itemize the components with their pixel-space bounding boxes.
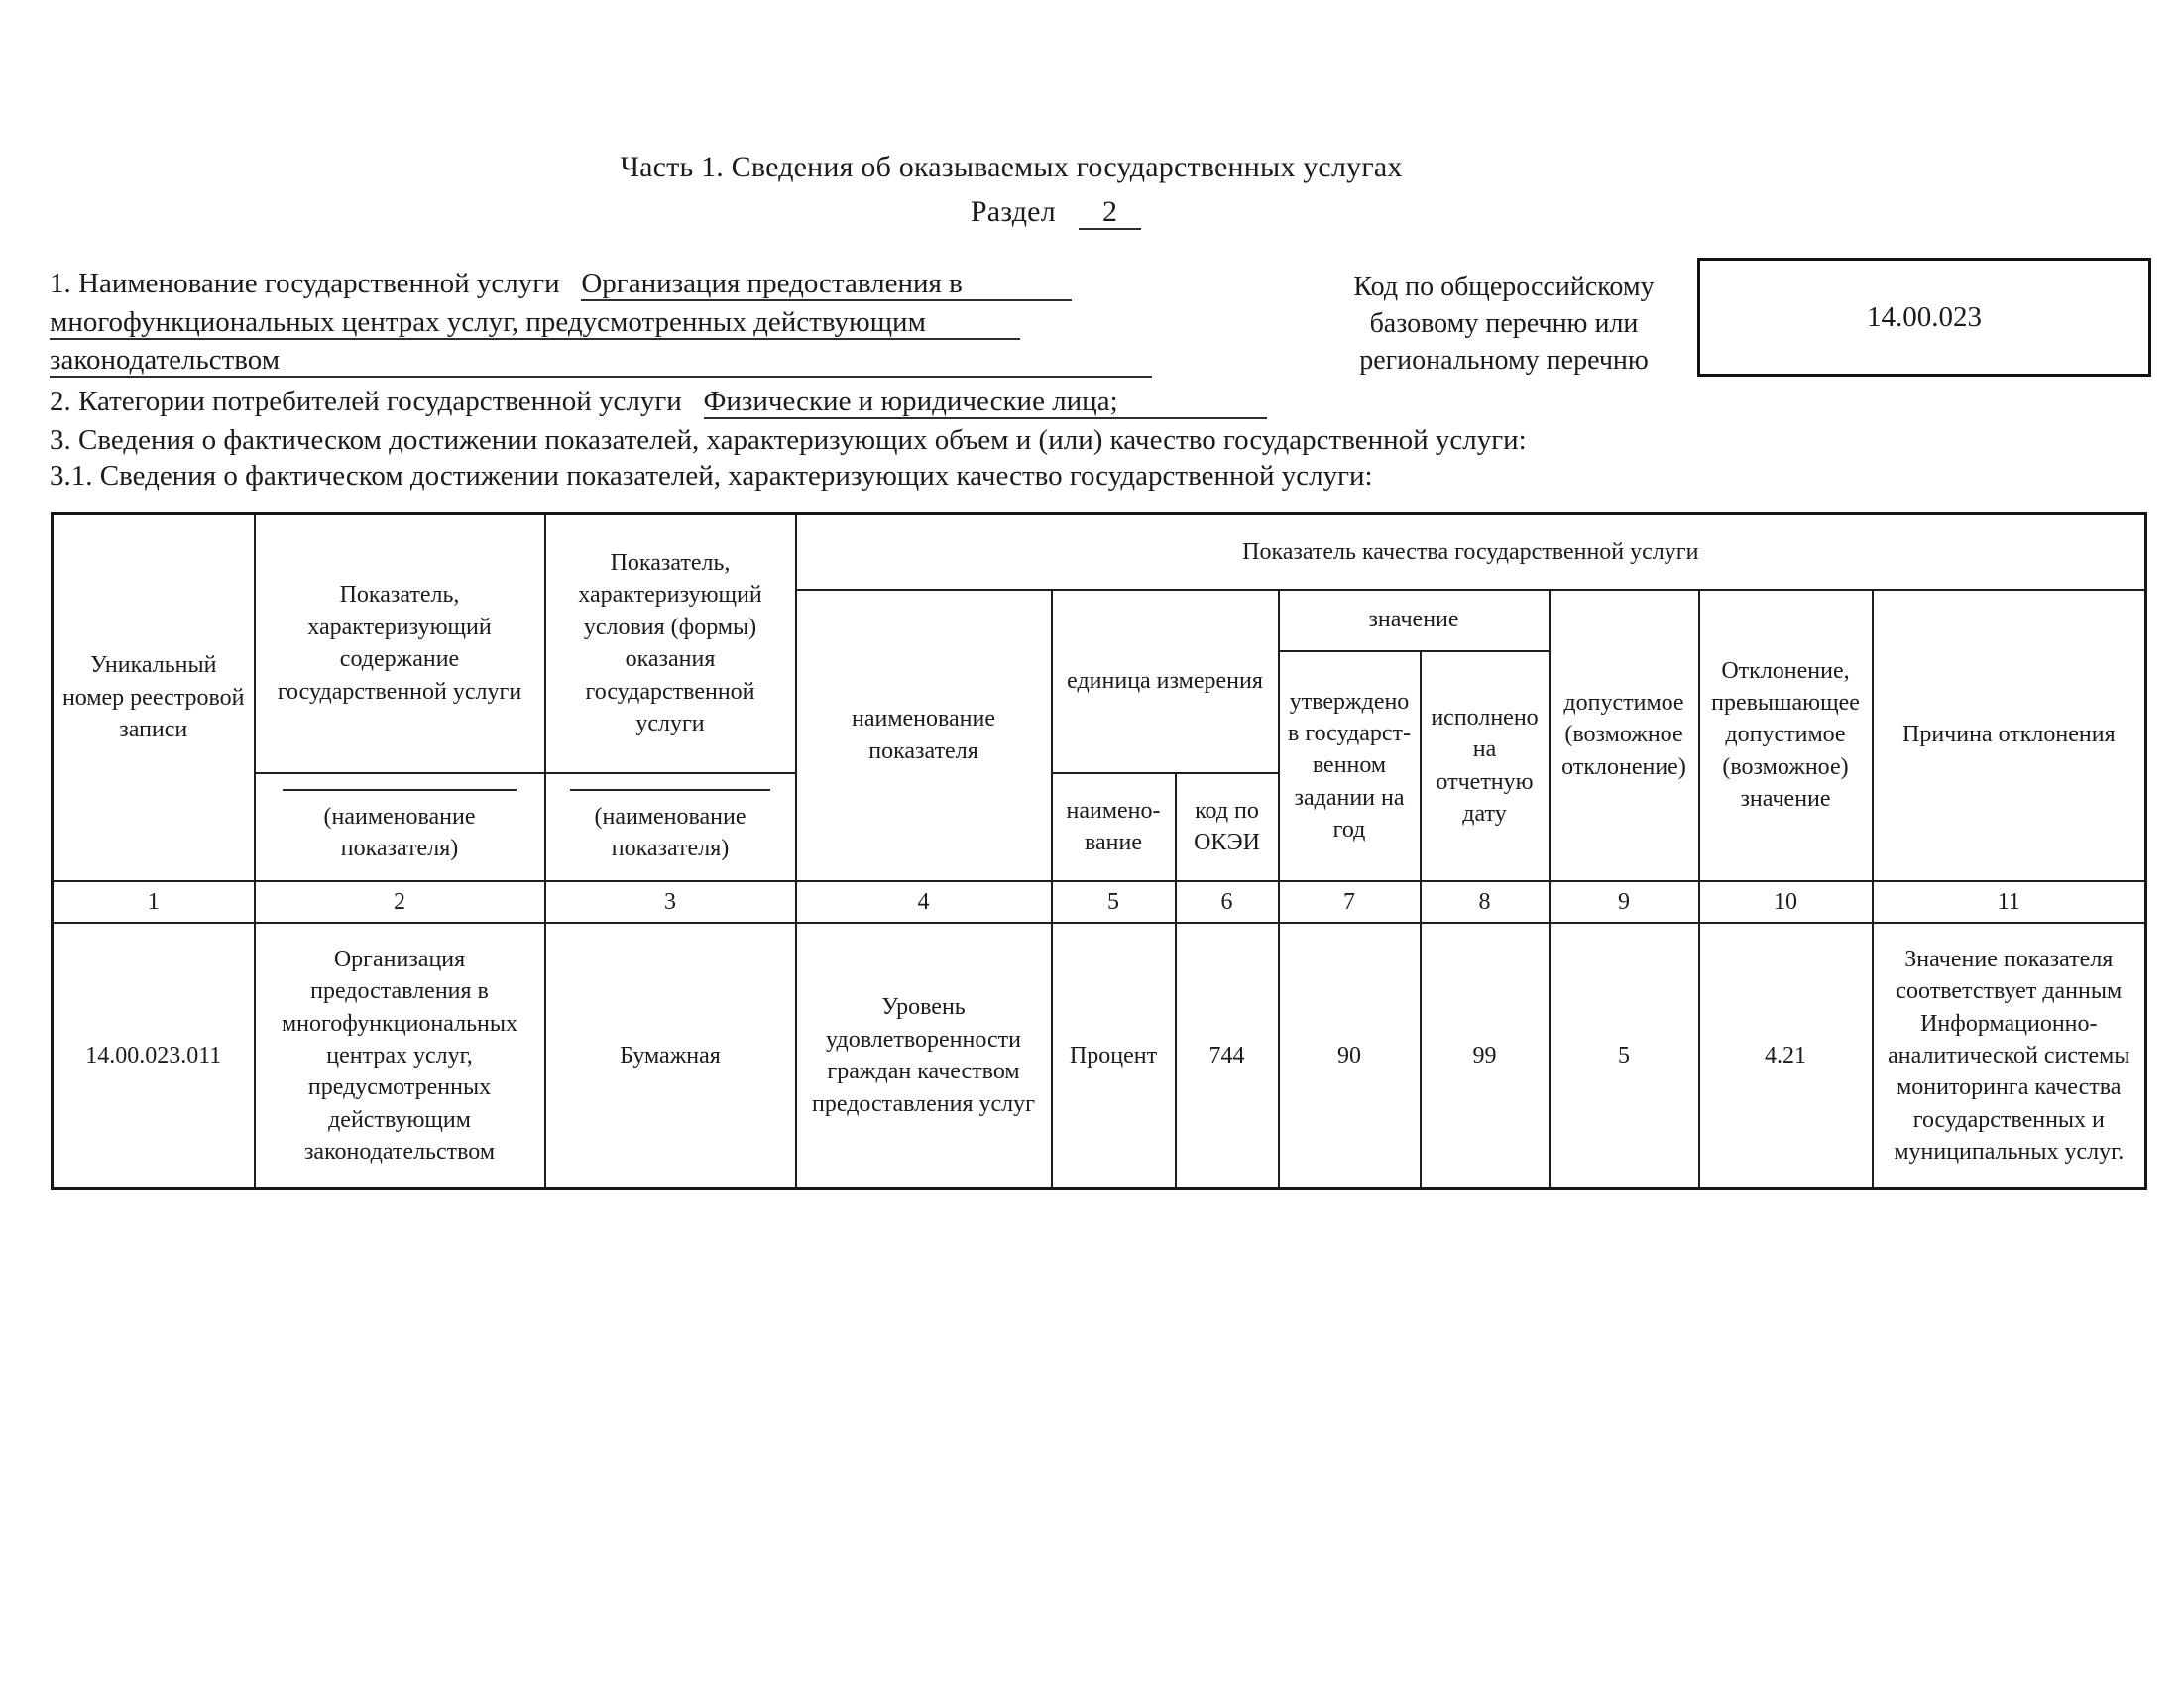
header-content-indicator: Показатель, характеризующий содержание государственной услуги (255, 514, 545, 773)
consumers-line (50, 386, 1267, 418)
header-quality-span: Показатель качества государственной услуги (796, 514, 2146, 590)
header-unit-name: наименование (1052, 773, 1176, 881)
header-unit-code: код по ОКЭИ (1176, 773, 1279, 881)
cell-registry-number: 14.00.023.011 (53, 923, 255, 1189)
header-executed: исполнено на отчетную дату (1421, 651, 1550, 881)
cell-allowed-deviation: 5 (1550, 923, 1699, 1189)
section-number: 2 (1101, 195, 1118, 228)
cell-reason: Значение показателя соответствует данным Информационно-аналитической системы мониторинга качества государственных и муниципальных услуг. (1873, 923, 2146, 1189)
header-registry-number: Уникальный номер реестровой записи (53, 514, 255, 881)
fill-line (283, 789, 517, 791)
header-unit: единица измерения (1052, 590, 1279, 773)
service-name-value-3: законодательством (50, 344, 1152, 378)
cell-exceeding-deviation: 4.21 (1699, 923, 1873, 1189)
header-conditions-indicator: Показатель, характеризующий условия (формы) оказания государственной услуги (545, 514, 796, 773)
section-label: Раздел (970, 195, 1056, 228)
service-name-value-2: многофункциональных центрах услуг, предусмотренных действующим (50, 306, 1020, 340)
section-line (0, 195, 2112, 229)
code-label: Код по общероссийскому базовому перечню или региональному перечню (1353, 272, 1655, 376)
table-row (53, 923, 2146, 1189)
header-exceeding-deviation: Отклонение, превышающее допустимое (возможное) значение (1699, 590, 1873, 881)
cell-content: Организация предоставления в многофункциональных центрах услуг, предусмотренных действующим законодательством (255, 923, 545, 1189)
header-approved: утверждено в государственном задании на год (1279, 651, 1421, 881)
clause-3-1: 3.1. Сведения о фактическом достижении показателей, характеризующих качество государственной услуги: (50, 460, 1373, 492)
header-allowed-deviation: допустимое (возможное отклонение) (1550, 590, 1699, 881)
column-numbers-row: 1 2 3 4 5 6 7 8 9 10 11 (53, 881, 2146, 923)
code-value: 14.00.023 (1867, 300, 1982, 333)
cell-unit-name: Процент (1052, 923, 1176, 1189)
service-name-line-2 (50, 306, 1020, 339)
cell-approved: 90 (1279, 923, 1421, 1189)
service-name-line-1 (50, 268, 1072, 300)
fill-line (570, 789, 770, 791)
header-content-note: (наименование показателя) (255, 773, 545, 881)
page-title: Часть 1. Сведения об оказываемых государственных услугах (620, 151, 1403, 183)
consumers-label: 2. Категории потребителей государственной услуги (50, 386, 682, 417)
header-conditions-note: (наименование показателя) (545, 773, 796, 881)
quality-indicators-table (51, 512, 2147, 1190)
header-deviation-reason: Причина отклонения (1873, 590, 2146, 881)
header-indicator-name: наименование показателя (796, 590, 1052, 881)
cell-unit-code: 744 (1176, 923, 1279, 1189)
header-value: значение (1279, 590, 1550, 651)
service-name-label: 1. Наименование государственной услуги (50, 268, 560, 299)
service-name-value-1: Организация предоставления в (581, 268, 1071, 301)
consumers-value: Физические и юридические лица; (704, 386, 1267, 419)
service-name-line-3 (50, 344, 1152, 377)
code-box (1697, 258, 2151, 377)
section-number-underline (1079, 195, 1141, 230)
cell-indicator-name: Уровень удовлетворенности граждан качеством предоставления услуг (796, 923, 1052, 1189)
clause-3: 3. Сведения о фактическом достижении показателей, характеризующих объем и (или) качество государственной услуги: (50, 424, 1527, 456)
cell-executed: 99 (1421, 923, 1550, 1189)
cell-form: Бумажная (545, 923, 796, 1189)
